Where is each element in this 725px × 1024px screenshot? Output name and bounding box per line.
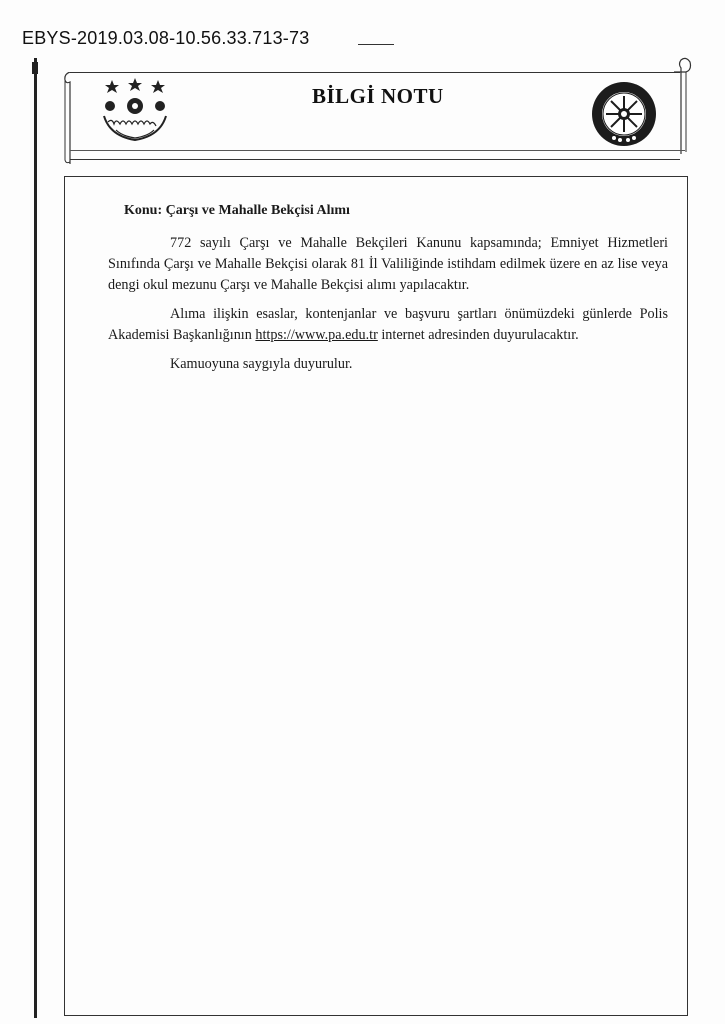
subject-text: Çarşı ve Mahalle Bekçisi Alımı	[165, 203, 350, 218]
police-seal-emblem-icon	[588, 80, 660, 150]
subject-line	[124, 200, 668, 221]
document-title: BİLGİ NOTU	[312, 84, 444, 108]
academy-link[interactable]: https://www.pa.edu.tr	[255, 327, 378, 343]
subject-label: Konu:	[124, 203, 163, 218]
left-margin-mark	[32, 62, 38, 74]
ministry-stars-emblem-icon	[96, 76, 174, 146]
paragraph-2-start: Alıma ilişkin esaslar, kontenjanlar ve başvuru şartları önümüzdeki günlerde Polis Akademisi Başkanlığının	[108, 306, 668, 343]
document-body	[108, 200, 668, 383]
left-margin-rule	[34, 58, 37, 1018]
id-dash-mark	[358, 44, 394, 45]
paragraph-2	[108, 304, 668, 346]
document-id: EBYS-2019.03.08-10.56.33.713-73	[22, 28, 310, 48]
scroll-curl-right	[672, 56, 696, 156]
scroll-bottom-edge	[70, 150, 685, 151]
paragraph-1: 772 sayılı Çarşı ve Mahalle Bekçileri Kanunu kapsamında; Emniyet Hizmetleri Sınıfında Çarşı ve Mahalle Bekçisi olarak 81 İl Valiliğinde istihdam edilmek üzere en az lise veya dengi okul mezunu Çarşı ve Mahalle Bekçisi alımı yapılacaktır.	[108, 235, 668, 293]
paragraph-2-end: internet adresinden duyurulacaktır.	[377, 327, 579, 343]
paragraph-3: Kamuoyuna saygıyla duyurulur.	[170, 356, 353, 372]
